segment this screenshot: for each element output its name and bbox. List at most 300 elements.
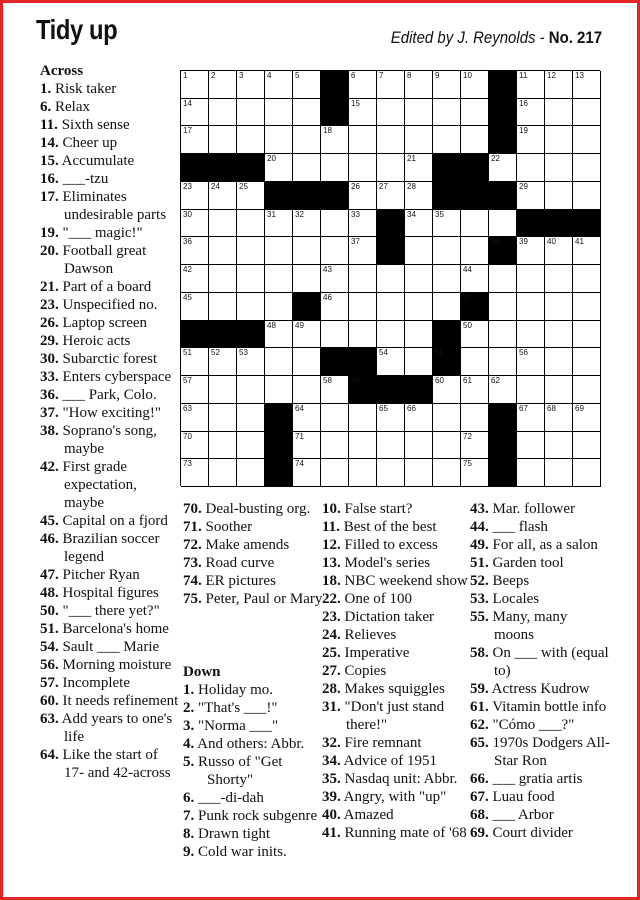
grid-cell[interactable] — [517, 459, 545, 487]
grid-cell[interactable] — [573, 404, 601, 432]
clue-text: Make amends — [201, 537, 290, 553]
grid-cell[interactable] — [405, 99, 433, 127]
grid-cell[interactable] — [265, 71, 293, 99]
clue-number: 41 — [575, 237, 584, 247]
grid-cell[interactable] — [321, 154, 349, 182]
clue-number: 17 — [183, 126, 192, 136]
grid-cell[interactable] — [293, 265, 321, 293]
clue-item — [322, 752, 470, 770]
grid-cell[interactable] — [237, 293, 265, 321]
grid-cell[interactable] — [349, 404, 377, 432]
grid-cell[interactable] — [545, 71, 573, 99]
grid-cell[interactable] — [181, 210, 209, 238]
grid-cell[interactable] — [461, 210, 489, 238]
grid-cell[interactable] — [181, 265, 209, 293]
grid-cell[interactable] — [209, 376, 237, 404]
grid-cell[interactable] — [517, 99, 545, 127]
grid-cell[interactable] — [573, 154, 601, 182]
clue-text: Risk taker — [51, 81, 117, 97]
grid-cell[interactable] — [489, 293, 517, 321]
grid-cell[interactable] — [293, 210, 321, 238]
grid-cell[interactable] — [545, 321, 573, 349]
clue-text: Best of the best — [339, 519, 437, 535]
grid-cell[interactable] — [545, 99, 573, 127]
clue-num: 37. — [40, 405, 59, 421]
clue-num: 58. — [470, 645, 489, 661]
grid-cell[interactable] — [209, 99, 237, 127]
grid-cell[interactable] — [573, 432, 601, 460]
clue-text: First grade expectation, maybe — [58, 459, 137, 511]
grid-cell[interactable] — [489, 265, 517, 293]
clue-number: 29 — [519, 181, 528, 191]
clue-item — [470, 518, 610, 536]
black-square — [321, 99, 349, 127]
grid-cell[interactable] — [433, 432, 461, 460]
grid-cell[interactable] — [321, 432, 349, 460]
grid-cell[interactable] — [237, 376, 265, 404]
grid-cell[interactable] — [237, 210, 265, 238]
grid-cell[interactable] — [209, 182, 237, 210]
black-square — [321, 71, 349, 99]
clue-num: 20. — [40, 243, 59, 259]
grid-cell[interactable] — [377, 71, 405, 99]
grid-cell[interactable] — [461, 404, 489, 432]
grid-cell[interactable] — [293, 376, 321, 404]
grid-cell[interactable] — [237, 182, 265, 210]
grid-cell[interactable] — [181, 71, 209, 99]
grid-cell[interactable] — [573, 376, 601, 404]
clue-text: ER pictures — [201, 573, 276, 589]
clue-num: 23. — [40, 297, 59, 313]
grid-cell[interactable] — [181, 99, 209, 127]
grid-cell[interactable] — [517, 404, 545, 432]
grid-cell[interactable] — [349, 154, 377, 182]
clue-number: 43 — [323, 265, 332, 275]
grid-cell[interactable] — [517, 71, 545, 99]
grid-cell[interactable] — [209, 237, 237, 265]
grid-cell[interactable] — [237, 348, 265, 376]
grid-cell[interactable] — [349, 210, 377, 238]
grid-cell[interactable] — [433, 265, 461, 293]
clue-num: 43. — [470, 501, 489, 517]
grid-cell[interactable] — [517, 348, 545, 376]
grid-cell[interactable] — [377, 99, 405, 127]
grid-cell[interactable] — [293, 459, 321, 487]
grid-cell[interactable] — [545, 154, 573, 182]
grid-cell[interactable] — [461, 265, 489, 293]
clue-number: 6 — [351, 71, 356, 80]
grid-cell[interactable] — [209, 348, 237, 376]
clue-text: Garden tool — [488, 555, 564, 571]
grid-cell[interactable] — [237, 237, 265, 265]
clue-item — [40, 692, 180, 710]
grid-cell[interactable] — [349, 126, 377, 154]
grid-cell[interactable] — [377, 293, 405, 321]
grid-cell[interactable] — [573, 293, 601, 321]
grid-cell[interactable] — [321, 126, 349, 154]
grid-cell[interactable] — [349, 432, 377, 460]
clue-item — [40, 584, 180, 602]
grid-cell[interactable] — [545, 348, 573, 376]
grid-cell[interactable] — [573, 348, 601, 376]
clue-text: "Don't just stand there!" — [340, 699, 445, 733]
grid-cell[interactable] — [377, 404, 405, 432]
grid-cell[interactable] — [209, 265, 237, 293]
clue-text: Subarctic forest — [58, 351, 158, 367]
grid-cell[interactable] — [181, 459, 209, 487]
grid-cell[interactable] — [545, 432, 573, 460]
grid-cell[interactable] — [349, 182, 377, 210]
grid-cell[interactable] — [433, 404, 461, 432]
clue-num: 34. — [322, 753, 341, 769]
grid-cell[interactable] — [489, 321, 517, 349]
grid-cell[interactable] — [265, 237, 293, 265]
clue-num: 60. — [40, 693, 59, 709]
grid-cell[interactable] — [405, 237, 433, 265]
clue-num: 67. — [470, 789, 489, 805]
clue-text: For all, as a salon — [488, 537, 598, 553]
clue-text: Russo of "Get Shorty" — [194, 754, 283, 788]
black-square — [321, 348, 349, 376]
clue-text: Nasdaq unit: Abbr. — [340, 771, 458, 787]
clue-item — [40, 620, 180, 638]
grid-cell[interactable] — [181, 237, 209, 265]
clue-number: 25 — [239, 181, 248, 191]
grid-cell[interactable] — [545, 404, 573, 432]
clue-number: 71 — [295, 431, 304, 441]
grid-cell[interactable] — [265, 126, 293, 154]
grid-cell[interactable] — [209, 293, 237, 321]
grid-cell[interactable] — [293, 126, 321, 154]
black-square — [489, 237, 517, 265]
grid-cell[interactable] — [573, 237, 601, 265]
clue-number: 21 — [407, 154, 416, 164]
clue-number: 34 — [407, 209, 416, 219]
clue-number: 60 — [435, 376, 444, 386]
clue-item — [470, 680, 610, 698]
grid-cell[interactable] — [377, 126, 405, 154]
grid-cell[interactable] — [433, 126, 461, 154]
grid-cell[interactable] — [321, 321, 349, 349]
grid-cell[interactable] — [209, 432, 237, 460]
grid-cell[interactable] — [573, 459, 601, 487]
grid-cell[interactable] — [321, 265, 349, 293]
grid-cell[interactable] — [545, 237, 573, 265]
clue-item — [322, 536, 470, 554]
grid-cell[interactable] — [489, 376, 517, 404]
clue-num: 27. — [322, 663, 341, 679]
clue-number: 45 — [183, 292, 192, 302]
grid-cell[interactable] — [237, 265, 265, 293]
grid-cell[interactable] — [517, 182, 545, 210]
grid-cell[interactable] — [405, 293, 433, 321]
grid-cell[interactable] — [573, 126, 601, 154]
grid-cell[interactable] — [377, 348, 405, 376]
grid-cell[interactable] — [321, 376, 349, 404]
grid-cell[interactable] — [573, 182, 601, 210]
clue-num: 51. — [40, 621, 59, 637]
editor-name: Edited by J. Reynolds - — [390, 28, 545, 47]
grid-cell[interactable] — [545, 182, 573, 210]
grid-cell[interactable] — [265, 321, 293, 349]
grid-cell[interactable] — [461, 321, 489, 349]
grid-cell[interactable] — [293, 432, 321, 460]
grid-cell[interactable] — [545, 265, 573, 293]
grid-cell[interactable] — [349, 459, 377, 487]
clue-text: "___ there yet?" — [58, 603, 160, 619]
grid-cell[interactable] — [517, 154, 545, 182]
grid-cell[interactable] — [377, 321, 405, 349]
clue-number: 10 — [463, 71, 472, 80]
clue-num: 7. — [183, 808, 195, 824]
black-square — [433, 182, 461, 210]
clue-text: ___ flash — [488, 519, 548, 535]
grid-cell[interactable] — [349, 237, 377, 265]
clue-text: Capital on a fjord — [58, 513, 168, 529]
black-square — [181, 321, 209, 349]
black-square — [377, 210, 405, 238]
grid-cell[interactable] — [433, 71, 461, 99]
clue-num: 6. — [40, 99, 52, 115]
clue-item — [183, 789, 323, 807]
grid-cell[interactable] — [573, 321, 601, 349]
grid-cell[interactable] — [405, 154, 433, 182]
grid-cell[interactable] — [237, 126, 265, 154]
grid-cell[interactable] — [545, 376, 573, 404]
grid-cell[interactable] — [265, 376, 293, 404]
clue-num: 56. — [40, 657, 59, 673]
clue-num: 72. — [183, 537, 202, 553]
grid-cell[interactable] — [461, 432, 489, 460]
grid-cell[interactable] — [265, 265, 293, 293]
grid-cell[interactable] — [405, 210, 433, 238]
clue-item — [40, 422, 180, 458]
grid-cell[interactable] — [461, 126, 489, 154]
black-square — [461, 154, 489, 182]
clue-num: 53. — [470, 591, 489, 607]
grid-cell[interactable] — [181, 376, 209, 404]
grid-cell[interactable] — [181, 126, 209, 154]
clue-text: Drawn tight — [194, 826, 271, 842]
grid-cell[interactable] — [209, 404, 237, 432]
grid-cell[interactable] — [433, 459, 461, 487]
grid-cell[interactable] — [265, 293, 293, 321]
clue-text: Peter, Paul or Mary — [201, 591, 323, 607]
grid-cell[interactable] — [545, 293, 573, 321]
clue-number: 1 — [183, 71, 188, 80]
grid-cell[interactable] — [209, 210, 237, 238]
grid-cell[interactable] — [517, 376, 545, 404]
grid-cell[interactable] — [349, 321, 377, 349]
grid-cell[interactable] — [405, 321, 433, 349]
grid-cell[interactable] — [237, 404, 265, 432]
clue-number: 49 — [295, 320, 304, 330]
grid-cell[interactable] — [209, 459, 237, 487]
clue-num: 48. — [40, 585, 59, 601]
grid-cell[interactable] — [209, 126, 237, 154]
grid-cell[interactable] — [181, 404, 209, 432]
grid-cell[interactable] — [237, 459, 265, 487]
grid-cell[interactable] — [545, 126, 573, 154]
grid-cell[interactable] — [405, 404, 433, 432]
clue-text: Filled to excess — [340, 537, 438, 553]
clue-text: Makes squiggles — [340, 681, 445, 697]
clue-num: 39. — [322, 789, 341, 805]
grid-cell[interactable] — [377, 182, 405, 210]
grid-cell[interactable] — [517, 293, 545, 321]
grid-cell[interactable] — [461, 237, 489, 265]
clue-item — [40, 530, 180, 566]
grid-cell[interactable] — [265, 99, 293, 127]
clue-text: Dictation taker — [340, 609, 435, 625]
grid-cell[interactable] — [181, 348, 209, 376]
grid-cell[interactable] — [293, 71, 321, 99]
clue-num: 24. — [322, 627, 341, 643]
grid-cell[interactable] — [377, 432, 405, 460]
grid-cell[interactable] — [321, 293, 349, 321]
clue-item — [183, 735, 323, 753]
grid-cell[interactable] — [237, 99, 265, 127]
grid-cell[interactable] — [573, 99, 601, 127]
clue-text: Heroic acts — [58, 333, 131, 349]
grid-cell[interactable] — [237, 432, 265, 460]
grid-cell[interactable] — [433, 210, 461, 238]
clue-item — [40, 566, 180, 584]
grid-cell[interactable] — [209, 71, 237, 99]
grid-cell[interactable] — [489, 154, 517, 182]
clue-item — [183, 536, 323, 554]
clue-text: Relax — [51, 99, 90, 115]
grid-cell[interactable] — [433, 293, 461, 321]
grid-cell[interactable] — [293, 404, 321, 432]
grid-cell[interactable] — [265, 154, 293, 182]
grid-cell[interactable] — [545, 459, 573, 487]
grid-cell[interactable] — [405, 459, 433, 487]
clue-num: 74. — [183, 573, 202, 589]
grid-cell[interactable] — [461, 376, 489, 404]
clue-text: Court divider — [488, 825, 573, 841]
clue-number: 72 — [463, 431, 472, 441]
clue-item — [470, 608, 610, 644]
grid-cell[interactable] — [321, 210, 349, 238]
clue-item — [183, 699, 323, 717]
grid-cell[interactable] — [517, 321, 545, 349]
clue-num: 11. — [322, 519, 340, 535]
grid-cell[interactable] — [181, 182, 209, 210]
grid-cell[interactable] — [377, 154, 405, 182]
black-square — [489, 432, 517, 460]
grid-cell[interactable] — [573, 71, 601, 99]
grid-cell[interactable] — [405, 126, 433, 154]
grid-cell[interactable] — [181, 293, 209, 321]
clue-item — [40, 656, 180, 674]
across-clues-continued — [183, 500, 323, 608]
grid-cell[interactable] — [181, 432, 209, 460]
clue-item — [183, 825, 323, 843]
clue-item — [40, 134, 180, 152]
clue-num: 49. — [470, 537, 489, 553]
grid-cell[interactable] — [461, 71, 489, 99]
grid-cell[interactable] — [517, 237, 545, 265]
black-square — [433, 154, 461, 182]
grid-cell[interactable] — [265, 348, 293, 376]
grid-cell[interactable] — [293, 154, 321, 182]
grid-cell[interactable] — [517, 265, 545, 293]
clue-item — [183, 717, 323, 735]
grid-cell[interactable] — [293, 237, 321, 265]
clue-number: 55 — [435, 348, 444, 358]
grid-cell[interactable] — [461, 99, 489, 127]
clue-item — [40, 224, 180, 242]
grid-cell[interactable] — [461, 459, 489, 487]
clue-item — [470, 500, 610, 518]
clue-text: Cold war inits. — [194, 844, 287, 860]
black-square — [461, 182, 489, 210]
black-square — [489, 71, 517, 99]
clue-num: 41. — [322, 825, 341, 841]
grid-cell[interactable] — [489, 210, 517, 238]
clue-item — [40, 80, 180, 98]
grid-cell[interactable] — [321, 404, 349, 432]
grid-cell[interactable] — [377, 265, 405, 293]
grid-cell[interactable] — [293, 321, 321, 349]
clue-num: 51. — [470, 555, 489, 571]
grid-cell[interactable] — [349, 71, 377, 99]
grid-cell[interactable] — [237, 71, 265, 99]
grid-cell[interactable] — [433, 376, 461, 404]
clue-item — [322, 806, 470, 824]
grid-cell[interactable] — [461, 348, 489, 376]
grid-cell[interactable] — [377, 459, 405, 487]
clue-item — [470, 644, 610, 680]
grid-cell[interactable] — [349, 99, 377, 127]
clue-item — [40, 170, 180, 188]
grid-cell[interactable] — [349, 265, 377, 293]
grid-cell[interactable] — [405, 71, 433, 99]
grid-cell[interactable] — [433, 99, 461, 127]
clue-num: 14. — [40, 135, 59, 151]
grid-cell[interactable] — [293, 348, 321, 376]
clue-num: 1. — [40, 81, 52, 97]
across-clues — [40, 62, 180, 782]
grid-cell[interactable] — [573, 265, 601, 293]
grid-cell[interactable] — [433, 237, 461, 265]
clue-item — [40, 602, 180, 620]
grid-cell[interactable] — [293, 99, 321, 127]
clue-num: 46. — [40, 531, 59, 547]
grid-cell[interactable] — [321, 237, 349, 265]
black-square — [209, 154, 237, 182]
clue-num: 23. — [322, 609, 341, 625]
black-square — [489, 126, 517, 154]
grid-cell[interactable] — [517, 126, 545, 154]
grid-cell[interactable] — [405, 348, 433, 376]
grid-cell[interactable] — [405, 432, 433, 460]
black-square — [293, 293, 321, 321]
grid-cell[interactable] — [517, 432, 545, 460]
clue-item — [470, 536, 610, 554]
clue-item — [322, 824, 470, 842]
grid-cell[interactable] — [265, 210, 293, 238]
grid-cell[interactable] — [349, 293, 377, 321]
grid-cell[interactable] — [405, 265, 433, 293]
grid-cell[interactable] — [405, 182, 433, 210]
grid-cell[interactable] — [321, 459, 349, 487]
clue-num: 40. — [322, 807, 341, 823]
black-square — [573, 210, 601, 238]
grid-cell[interactable] — [489, 348, 517, 376]
clue-text: Add years to one's life — [58, 711, 173, 745]
